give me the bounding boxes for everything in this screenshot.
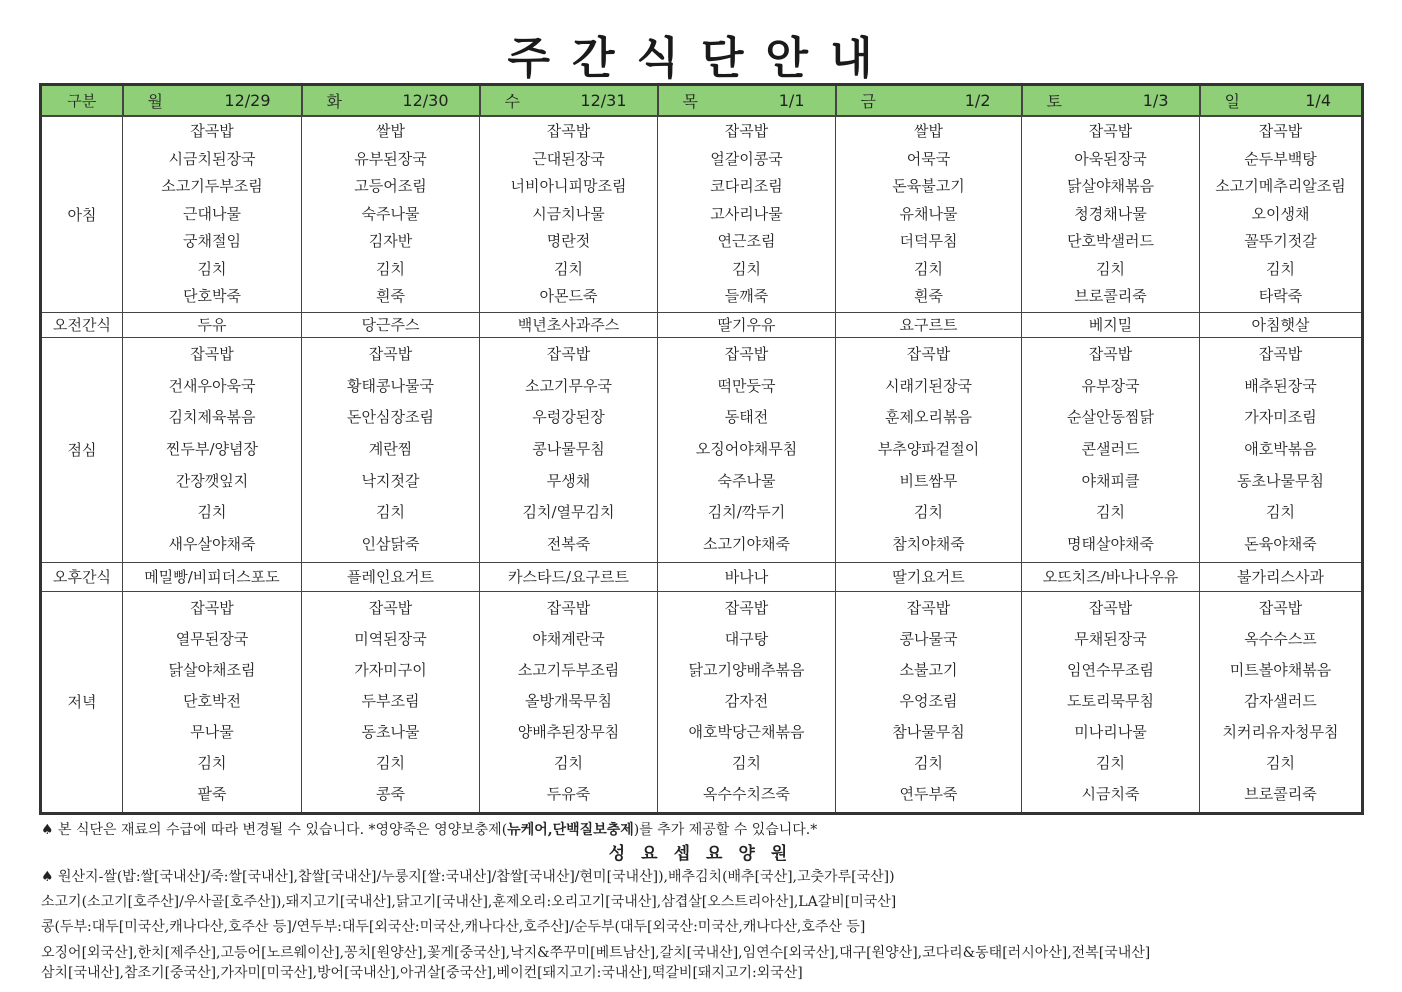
menu-item: 김치 <box>1096 259 1125 278</box>
menu-item: 들깨죽 <box>724 286 769 305</box>
menu-item: 잡곡밥 <box>546 122 591 141</box>
menu-item: 김자반 <box>368 232 413 251</box>
menu-item: 김치 <box>376 754 405 773</box>
menu-item: 잡곡밥 <box>724 345 769 364</box>
meal-label-pm_snack: 오후간식 <box>41 562 123 591</box>
menu-item: 소불고기 <box>899 660 958 679</box>
hospital-name: 성요셉요양원 <box>608 844 804 864</box>
menu-item: 훈제오리볶음 <box>885 408 972 427</box>
menu-item: 김치 <box>1266 503 1295 522</box>
menu-cell-dinner-1 <box>302 591 480 813</box>
menu-cell-am_snack-3: 딸기우유 <box>658 312 836 337</box>
menu-item: 김치 <box>1096 754 1125 773</box>
menu-item: 도토리묵무침 <box>1067 691 1154 710</box>
menu-item: 돈육불고기 <box>892 177 965 196</box>
menu-item: 소고기야채죽 <box>703 534 790 553</box>
day-date: 1/3 <box>1142 91 1169 110</box>
origin-line-5: 삼치[국내산],참조기[중국산],가자미[미국산],방어[국내산],아귀살[중국산],베이컨[돼지고기:국내산],떡갈비[돼지고기:외국산] <box>41 965 803 981</box>
menu-item: 어묵국 <box>906 149 951 168</box>
menu-cell-lunch-4 <box>836 337 1022 562</box>
menu-item: 숙주나물 <box>361 204 420 223</box>
menu-cell-dinner-3 <box>658 591 836 813</box>
menu-item: 참나물무침 <box>892 723 965 742</box>
menu-item: 감자전 <box>724 691 769 710</box>
menu-item: 잡곡밥 <box>1258 122 1303 141</box>
menu-item: 김치/깍두기 <box>707 503 786 522</box>
day-name: 일 <box>1224 92 1240 111</box>
menu-cell-dinner-2 <box>480 591 658 813</box>
menu-cell-dinner-4 <box>836 591 1022 813</box>
menu-item: 김치 <box>376 259 405 278</box>
menu-item: 소고기메추리알조림 <box>1215 177 1346 196</box>
menu-item: 잡곡밥 <box>546 598 591 617</box>
menu-item: 아욱된장국 <box>1074 149 1147 168</box>
row-dinner <box>41 591 1363 813</box>
menu-item: 잡곡밥 <box>368 345 413 364</box>
menu-item: 순살안동찜닭 <box>1067 408 1154 427</box>
menu-cell-pm_snack-5: 오뜨치즈/바나나우유 <box>1022 562 1200 591</box>
menu-cell-dinner-6 <box>1200 591 1363 813</box>
menu-item: 고등어조림 <box>354 177 427 196</box>
menu-cell-lunch-3 <box>658 337 836 562</box>
menu-item: 순두부백탕 <box>1244 149 1317 168</box>
menu-item: 김치 <box>554 754 583 773</box>
page-title: 주간식단안내 <box>507 33 895 84</box>
day-name: 수 <box>504 92 520 111</box>
menu-item: 가자미조림 <box>1244 408 1317 427</box>
menu-item: 김치제육볶음 <box>168 408 256 427</box>
menu-item: 김치/열무김치 <box>522 503 615 522</box>
menu-item: 오징어야채무침 <box>695 439 798 458</box>
menu-item: 더덕무침 <box>899 232 958 251</box>
menu-item: 타락죽 <box>1258 286 1303 305</box>
menu-item: 양배추된장무침 <box>517 723 620 742</box>
menu-cell-breakfast-1 <box>302 116 480 312</box>
day-date: 1/1 <box>778 91 805 110</box>
menu-item: 잡곡밥 <box>1258 598 1303 617</box>
menu-cell-breakfast-3 <box>658 116 836 312</box>
header-day-0 <box>123 85 302 117</box>
menu-item: 시래기된장국 <box>885 376 972 395</box>
menu-item: 동초나물 <box>361 723 420 742</box>
menu-item: 유부된장국 <box>354 149 427 168</box>
day-name: 목 <box>682 92 698 111</box>
menu-item: 오이생채 <box>1251 204 1310 223</box>
menu-item: 돈육야채죽 <box>1244 534 1317 553</box>
menu-item: 시금치된장국 <box>168 149 256 168</box>
menu-item: 콩죽 <box>376 785 405 804</box>
menu-item: 우엉조림 <box>899 691 958 710</box>
menu-item: 김치 <box>732 259 761 278</box>
menu-item: 잡곡밥 <box>906 598 951 617</box>
menu-item: 김치 <box>197 259 227 278</box>
menu-item: 가자미구이 <box>354 660 427 679</box>
menu-item: 김치 <box>914 503 943 522</box>
menu-item: 김치 <box>1266 259 1295 278</box>
menu-cell-am_snack-6: 아침햇살 <box>1200 312 1363 337</box>
menu-item: 무나물 <box>190 723 234 742</box>
row-lunch <box>41 337 1363 562</box>
menu-item: 쌀밥 <box>376 122 405 141</box>
menu-item: 무채된장국 <box>1074 629 1147 648</box>
menu-item: 단호박샐러드 <box>1067 232 1154 251</box>
menu-item: 김치 <box>197 754 227 773</box>
menu-item: 김치 <box>554 259 583 278</box>
day-date: 1/4 <box>1305 91 1331 110</box>
menu-cell-lunch-6 <box>1200 337 1363 562</box>
day-date: 12/31 <box>580 91 627 110</box>
meal-label-dinner: 저녁 <box>41 591 123 813</box>
menu-item: 건새우아욱국 <box>168 376 256 395</box>
menu-item: 잡곡밥 <box>368 598 413 617</box>
menu-item: 꼴뚜기젓갈 <box>1244 232 1317 251</box>
menu-item: 시금치나물 <box>532 204 605 223</box>
menu-cell-breakfast-0 <box>123 116 302 312</box>
menu-item: 고사리나물 <box>710 204 783 223</box>
menu-item: 닭살야채볶음 <box>1067 177 1154 196</box>
menu-item: 애호박볶음 <box>1244 439 1317 458</box>
menu-item: 명란젓 <box>546 232 591 251</box>
menu-item: 부추양파겉절이 <box>877 439 980 458</box>
menu-cell-dinner-0 <box>123 591 302 813</box>
meal-label-breakfast: 아침 <box>41 116 123 312</box>
menu-item: 우렁강된장 <box>532 408 605 427</box>
menu-item: 배추된장국 <box>1244 376 1317 395</box>
menu-item: 야채계란국 <box>532 629 605 648</box>
header-row <box>41 85 1363 117</box>
header-day-5 <box>1022 85 1200 117</box>
menu-cell-breakfast-4 <box>836 116 1022 312</box>
origin-line-2: 소고기(소고기[호주산]/우사골[호주산]),돼지고기[국내산],닭고기[국내산],훈제오리:오리고기[국내산],삼겹살[오스트리아산],LA갈비[미국산] <box>41 894 897 910</box>
meal-label-lunch: 점심 <box>41 337 123 562</box>
origin-line-3: 콩(두부:대두[미국산,캐나다산,호주산 등]/연두부:대두[외국산:미국산,캐나다산,호주산]/순두부(대두[외국산:미국산,캐나다산,호주산 등] <box>41 919 866 935</box>
menu-cell-breakfast-6 <box>1200 116 1363 312</box>
header-day-2 <box>480 85 658 117</box>
day-date: 12/30 <box>402 91 449 110</box>
menu-item: 콩나물국 <box>899 629 958 648</box>
menu-item: 얼갈이콩국 <box>710 149 783 168</box>
menu-item: 참치야채죽 <box>892 534 965 553</box>
notice-text-bold: 뉴케어,단백질보충제 <box>507 822 634 838</box>
menu-item: 닭고기양배추볶음 <box>688 660 805 679</box>
menu-item: 단호박전 <box>183 691 241 710</box>
menu-item: 간장깻잎지 <box>175 471 249 490</box>
menu-item: 김치 <box>914 754 943 773</box>
menu-item: 브로콜리죽 <box>1074 286 1147 305</box>
menu-item: 연근조림 <box>717 232 776 251</box>
menu-item: 김치 <box>732 754 761 773</box>
notice-text-b: )를 추가 제공할 수 있습니다.* <box>633 822 818 838</box>
menu-item: 아몬드죽 <box>539 286 598 305</box>
menu-cell-lunch-0 <box>123 337 302 562</box>
day-date: 12/29 <box>224 91 271 110</box>
menu-item: 잡곡밥 <box>190 345 234 364</box>
menu-item: 흰죽 <box>376 286 405 305</box>
menu-item: 옥수수스프 <box>1244 629 1317 648</box>
menu-item: 유채나물 <box>899 204 958 223</box>
menu-item: 흰죽 <box>914 286 943 305</box>
menu-item: 두유죽 <box>546 785 591 804</box>
header-day-3 <box>658 85 836 117</box>
day-date: 1/2 <box>964 91 991 110</box>
menu-item: 낙지젓갈 <box>361 471 420 490</box>
menu-item: 잡곡밥 <box>1088 122 1133 141</box>
menu-item: 미나리나물 <box>1074 723 1147 742</box>
menu-item: 전복죽 <box>546 534 591 553</box>
day-name: 월 <box>147 92 163 111</box>
menu-item: 야채피클 <box>1081 471 1140 490</box>
menu-item: 무생채 <box>546 471 591 490</box>
menu-item: 궁채절임 <box>183 232 241 251</box>
menu-item: 애호박당근채볶음 <box>688 723 805 742</box>
menu-cell-am_snack-2: 백년초사과주스 <box>480 312 658 337</box>
notes-section <box>41 818 1371 983</box>
menu-cell-pm_snack-6: 불가리스사과 <box>1200 562 1363 591</box>
notice-line <box>41 818 1371 843</box>
menu-cell-am_snack-0: 두유 <box>123 312 302 337</box>
menu-item: 계란찜 <box>368 439 413 458</box>
menu-cell-breakfast-5 <box>1022 116 1200 312</box>
menu-item: 김치 <box>197 503 227 522</box>
menu-item: 찐두부/양념장 <box>166 439 258 458</box>
day-name: 화 <box>326 92 342 111</box>
menu-item: 코다리조림 <box>710 177 783 196</box>
menu-item: 옥수수치즈죽 <box>703 785 790 804</box>
menu-item: 대구탕 <box>724 629 769 648</box>
menu-item: 잡곡밥 <box>1088 345 1133 364</box>
menu-item: 연두부죽 <box>899 785 958 804</box>
menu-item: 김치 <box>1096 503 1125 522</box>
menu-item: 잡곡밥 <box>724 122 769 141</box>
menu-item: 김치 <box>1266 754 1295 773</box>
menu-item: 콘샐러드 <box>1081 439 1140 458</box>
menu-item: 시금치죽 <box>1081 785 1140 804</box>
weekly-menu-table <box>39 83 1364 815</box>
origin-line-4: 오징어[외국산],한치[제주산],고등어[노르웨이산],꽁치[원양산],꽃게[중국산],낙지&쭈꾸미[베트남산],갈치[국내산],임연수[외국산],대구[원양산],코다리&동태[러시아산],전복[국내산] <box>41 945 1151 961</box>
menu-item: 소고기두부조림 <box>161 177 263 196</box>
menu-item: 단호박죽 <box>183 286 241 305</box>
menu-item: 열무된장국 <box>175 629 249 648</box>
menu-cell-am_snack-1: 당근주스 <box>302 312 480 337</box>
day-name: 토 <box>1046 92 1062 111</box>
menu-cell-am_snack-5: 베지밀 <box>1022 312 1200 337</box>
menu-item: 잡곡밥 <box>906 345 951 364</box>
menu-item: 닭살야채조림 <box>168 660 256 679</box>
menu-cell-lunch-1 <box>302 337 480 562</box>
header-gubun <box>41 85 123 117</box>
menu-item: 황태콩나물국 <box>347 376 434 395</box>
menu-item: 김치 <box>914 259 943 278</box>
menu-item: 콩나물무침 <box>532 439 605 458</box>
menu-item: 치커리유자청무침 <box>1222 723 1339 742</box>
row-breakfast <box>41 116 1363 312</box>
meal-label-am_snack: 오전간식 <box>41 312 123 337</box>
menu-item: 팥죽 <box>197 785 227 804</box>
menu-item: 잡곡밥 <box>190 598 234 617</box>
menu-item: 인삼닭죽 <box>361 534 420 553</box>
menu-item: 임연수무조림 <box>1067 660 1154 679</box>
menu-item: 소고기무우국 <box>525 376 612 395</box>
menu-item: 청경채나물 <box>1074 204 1147 223</box>
menu-item: 돈안심장조림 <box>347 408 434 427</box>
menu-item: 감자샐러드 <box>1244 691 1317 710</box>
header-day-1 <box>302 85 480 117</box>
menu-cell-lunch-2 <box>480 337 658 562</box>
menu-item: 김치 <box>376 503 405 522</box>
menu-item: 잡곡밥 <box>546 345 591 364</box>
gubun-label: 구분 <box>67 92 97 110</box>
menu-item: 너비아니피망조림 <box>510 177 627 196</box>
menu-item: 유부장국 <box>1081 376 1140 395</box>
menu-item: 쌀밥 <box>914 122 943 141</box>
menu-item: 근대나물 <box>183 204 241 223</box>
menu-cell-dinner-5 <box>1022 591 1200 813</box>
menu-item: 미트볼야채볶음 <box>1229 660 1332 679</box>
menu-item: 잡곡밥 <box>190 122 234 141</box>
menu-cell-pm_snack-1: 플레인요거트 <box>302 562 480 591</box>
menu-cell-pm_snack-2: 카스타드/요구르트 <box>480 562 658 591</box>
menu-cell-am_snack-4: 요구르트 <box>836 312 1022 337</box>
row-am_snack <box>41 312 1363 337</box>
menu-item: 동태전 <box>724 408 769 427</box>
menu-item: 숙주나물 <box>717 471 776 490</box>
row-pm_snack <box>41 562 1363 591</box>
menu-item: 동초나물무침 <box>1237 471 1324 490</box>
menu-item: 두부조림 <box>361 691 420 710</box>
menu-item: 브로콜리죽 <box>1244 785 1317 804</box>
menu-item: 잡곡밥 <box>1088 598 1133 617</box>
menu-item: 소고기두부조림 <box>517 660 620 679</box>
menu-item: 미역된장국 <box>354 629 427 648</box>
header-day-4 <box>836 85 1022 117</box>
origin-line-1: ♠ 원산지-쌀(밥:쌀[국내산]/죽:쌀[국내산],찹쌀[국내산]/누룽지[쌀:국내산]/찹쌀[국내산]/현미[국내산]),배추김치(배추[국산],고춧가루[국산]) <box>41 869 895 885</box>
header-day-6 <box>1200 85 1363 117</box>
menu-item: 명태살야채죽 <box>1067 534 1154 553</box>
menu-cell-pm_snack-3: 바나나 <box>658 562 836 591</box>
menu-item: 비트쌈무 <box>899 471 958 490</box>
notice-text-a: ♠ 본 식단은 재료의 수급에 따라 변경될 수 있습니다. *영양죽은 영양보충제( <box>41 822 508 838</box>
menu-item: 잡곡밥 <box>1258 345 1303 364</box>
menu-cell-pm_snack-0: 메밀빵/비피더스포도 <box>123 562 302 591</box>
day-name: 금 <box>860 92 876 111</box>
menu-cell-breakfast-2 <box>480 116 658 312</box>
menu-item: 근대된장국 <box>532 149 605 168</box>
menu-item: 새우살야채죽 <box>168 534 256 553</box>
menu-item: 올방개묵무침 <box>525 691 612 710</box>
menu-item: 잡곡밥 <box>724 598 769 617</box>
menu-item: 떡만둣국 <box>717 376 776 395</box>
menu-cell-pm_snack-4: 딸기요거트 <box>836 562 1022 591</box>
menu-cell-lunch-5 <box>1022 337 1200 562</box>
